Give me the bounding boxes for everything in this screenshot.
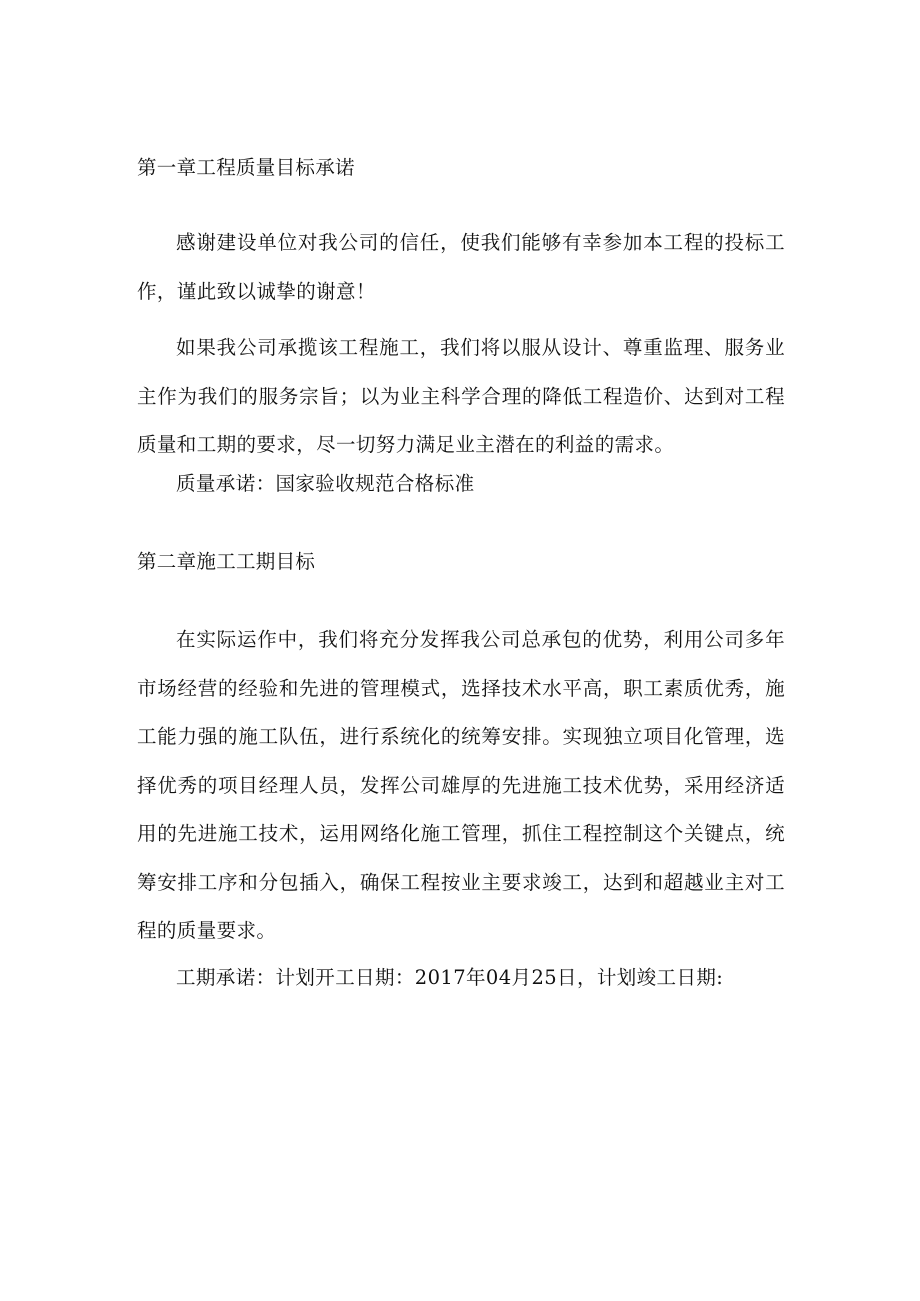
chapter-2-paragraph-1: 在实际运作中，我们将充分发挥我公司总承包的优势，利用公司多年市场经营的经验和先进的管理模式，选择技术水平高，职工素质优秀，施工能力强的施工队伍，进行系统化的统筹安排。实现独立项目化管理，选择优秀的项目经理人员，发挥公司雄厚的先进施工技术优势，采用经济适用的先进施工技术，运用网络化施工管理，抓住工程控制这个关键点，统筹安排工序和分包插入，确保工程按业主要求竣工，达到和超越业主对工程的质量要求。 — [137, 628, 785, 942]
chapter-1-paragraph-2: 如果我公司承揽该工程施工，我们将以服从设计、尊重监理、服务业主作为我们的服务宗旨；以为业主科学合理的降低工程造价、达到对工程质量和工期的要求，尽一切努力满足业主潜在的利益的需求。 — [137, 336, 785, 456]
chapter-2-heading: 第二章施工工期目标 — [137, 550, 316, 573]
chapter-1-heading: 第一章工程质量目标承诺 — [137, 156, 355, 179]
schedule-commitment: 工期承诺：计划开工日期：2017年04月25日，计划竣工日期: — [176, 966, 724, 989]
chapter-1-paragraph-1: 感谢建设单位对我公司的信任，使我们能够有幸参加本工程的投标工作，谨此致以诚挚的谢意！ — [137, 231, 785, 303]
quality-commitment: 质量承诺：国家验收规范合格标准 — [176, 472, 475, 495]
